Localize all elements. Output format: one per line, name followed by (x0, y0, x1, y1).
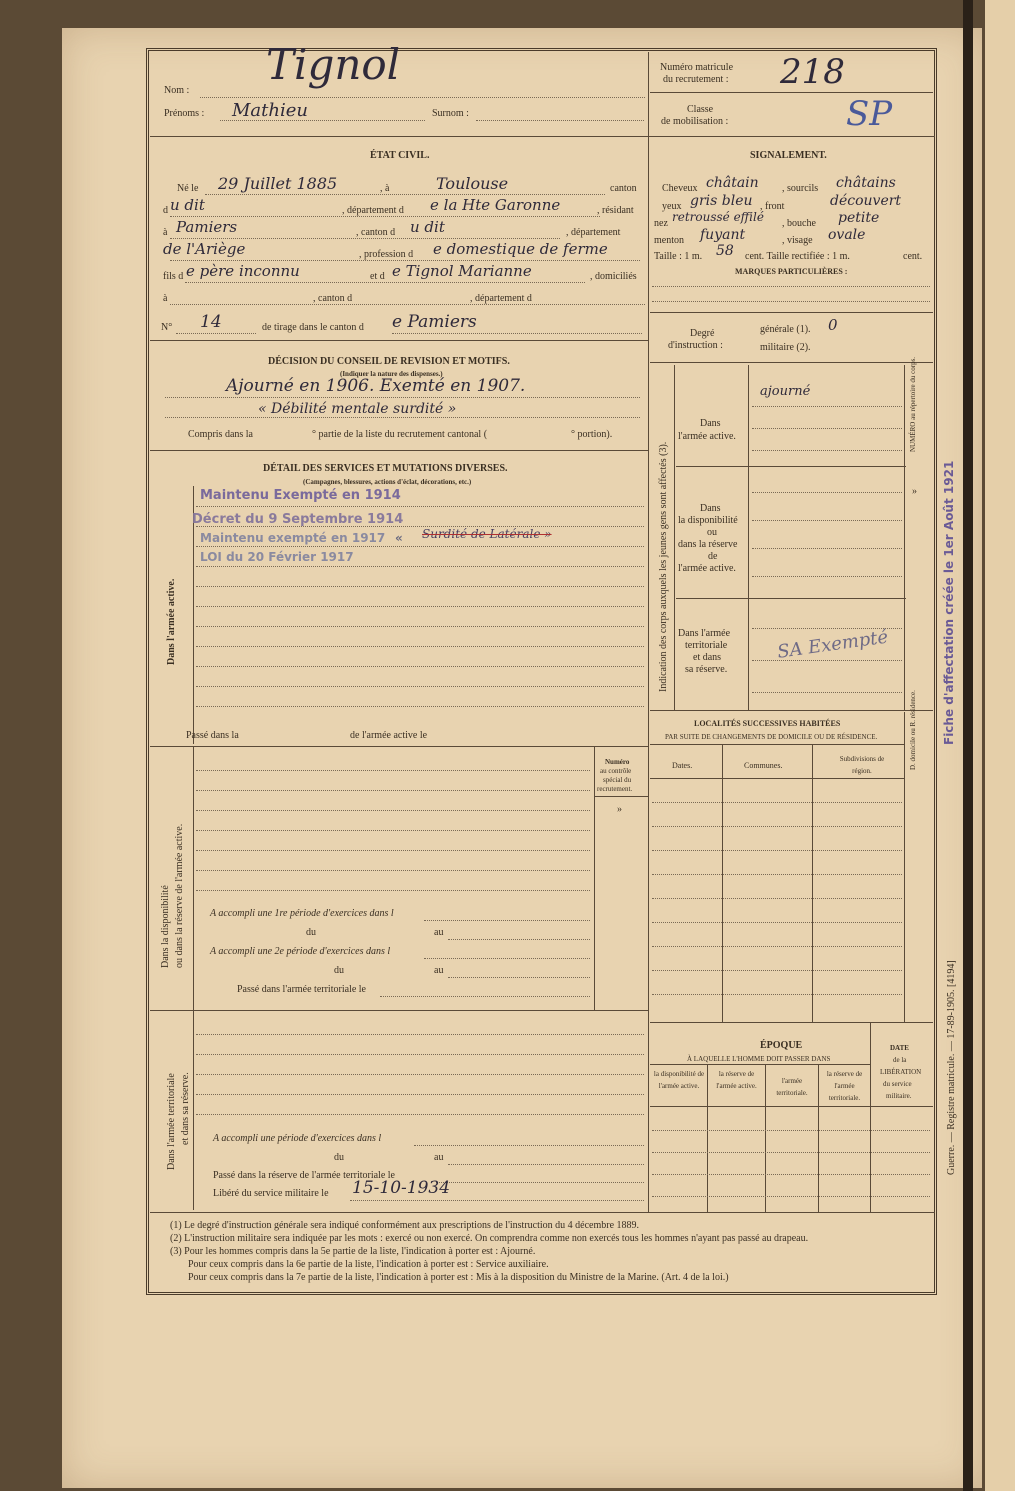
date-title-5: militaire. (886, 1092, 912, 1100)
a3-label: à (163, 293, 168, 304)
header-rule (650, 92, 933, 93)
generale-label: générale (1). (760, 324, 811, 335)
detail-rule-10 (196, 686, 644, 687)
cent-label: cent. (903, 251, 923, 262)
classe-label-2: de mobilisation : (661, 116, 729, 127)
matricule-value: 218 (780, 52, 845, 92)
corps-label-divider (748, 365, 749, 710)
localites-col-communes: Communes. (744, 761, 783, 770)
terr-periode-label: A accompli une période d'exercices dans l (213, 1133, 382, 1144)
active-label-2: l'armée active. (678, 431, 736, 442)
corps-terr-value: SA Exempté (776, 626, 890, 663)
column-divider (648, 52, 649, 1212)
reserve-rule-2 (196, 790, 590, 791)
localites-rule-4 (652, 874, 902, 875)
localites-col-divider-1 (722, 744, 723, 1022)
decision-title: DÉCISION DU CONSEIL DE REVISION ET MOTIFS. (268, 356, 510, 367)
corps-dispo-rule (676, 598, 906, 599)
compris-end: ° portion). (571, 429, 613, 440)
periode2-line (424, 958, 590, 959)
header-bottom-rule (150, 136, 935, 137)
terr-rule-1 (196, 1034, 644, 1035)
periode1-line (424, 920, 590, 921)
decision-line-2: « Débilité mentale surdité » (258, 401, 457, 417)
terr-periode-line (414, 1145, 644, 1146)
corps-bottom-rule (650, 710, 933, 711)
terr-rule-2 (196, 1054, 644, 1055)
tirage-label: de tirage dans le canton d (262, 322, 364, 333)
corps-rule-2 (752, 428, 902, 429)
bouche-label: , bouche (782, 218, 816, 229)
note-4: Pour ceux compris dans la 6e partie de la liste, l'indication à porter est : Service auxiliaire. (188, 1259, 549, 1270)
passe-label: Passé dans la (186, 730, 239, 741)
prenoms-line (220, 120, 425, 121)
detail-rule-8 (196, 646, 644, 647)
localites-header-rule (650, 744, 905, 745)
passe-mid-label: de l'armée active le (350, 730, 428, 741)
departement-value: e la Hte Garonne (430, 196, 561, 214)
canton3-label: , canton d (313, 293, 353, 304)
terr-du-label: du (334, 1152, 344, 1163)
corps-active-rule (676, 466, 906, 467)
stamp-maintenu-1917: Maintenu exempté en 1917 (200, 531, 386, 545)
reserve-rule-7 (196, 890, 590, 891)
terr-rule-4 (196, 1094, 644, 1095)
detail-title: DÉTAIL DES SERVICES ET MUTATIONS DIVERSES. (263, 463, 508, 474)
du1-label: du (306, 927, 316, 938)
canton2-value: u dit (410, 218, 445, 236)
detail-rule-1 (196, 506, 644, 507)
residence-value: Pamiers (176, 218, 238, 236)
reserve-numero-divider (594, 746, 595, 1010)
taille-label: Taille : 1 m. (654, 251, 703, 262)
dispo-label-4: dans la réserve (678, 539, 738, 550)
numero-header-3: spécial du (603, 776, 632, 784)
localites-col-subdivisions: Subdivisions de région. (839, 755, 885, 775)
reserve-side-label-2: ou dans la réserve de l'armée active. (174, 823, 185, 968)
localites-bottom-rule (650, 1022, 933, 1023)
pere-value: e père inconnu (186, 262, 300, 280)
localites-col-dates: Dates. (672, 761, 693, 770)
au1-label: au (434, 927, 444, 938)
menton-value: fuyant (700, 227, 746, 243)
nez-value: retroussé effilé (672, 210, 764, 224)
au2-line (448, 977, 590, 978)
tirage-no-line (176, 333, 256, 334)
signalement-title: SIGNALEMENT. (750, 150, 827, 161)
note-1: (1) Le degré d'instruction générale sera indiqué conformément aux prescriptions de l'instruction du 4 décembre 1889. (170, 1220, 640, 1231)
surnom-label: Surnom : (432, 108, 469, 119)
reserve-rule-5 (196, 850, 590, 851)
terr-rule-3 (196, 1074, 644, 1075)
detail-subtitle: (Campagnes, blessures, actions d'éclat, décorations, etc.) (303, 478, 472, 486)
au1-line (448, 939, 590, 940)
epoque-rule-2 (652, 1152, 930, 1153)
epoque-col-divider-3 (818, 1064, 819, 1212)
birthplace-value: Toulouse (436, 174, 509, 193)
profession-label: , profession d (359, 249, 414, 260)
terr-au-label: au (434, 1152, 444, 1163)
reserve-rule-4 (196, 830, 590, 831)
localites-rule-3 (652, 850, 902, 851)
mere-value: e Tignol Marianne (392, 262, 532, 280)
a2-label: à (163, 227, 168, 238)
etat-civil-title: ÉTAT CIVIL. (370, 150, 430, 161)
terr-label-1: Dans l'armée (678, 628, 731, 639)
terr-label-4: sa réserve. (685, 664, 728, 675)
stamp-decret-1914: Décret du 9 Septembre 1914 (192, 512, 404, 527)
classe-annotation: SP (846, 94, 893, 134)
dispo-label-6: l'armée active. (678, 563, 736, 574)
decision-rule-1 (165, 397, 640, 398)
yeux-label: yeux (662, 201, 682, 212)
localites-rule-9 (652, 994, 902, 995)
du2-label: du (334, 965, 344, 976)
corps-rule-8 (752, 628, 902, 629)
localites-rule-2 (652, 826, 902, 827)
epoque-title: ÉPOQUE (760, 1040, 803, 1051)
dispo-value: » (912, 486, 917, 497)
terr-label-3: et dans (693, 652, 722, 663)
nom-line (200, 97, 645, 98)
stamp-loi-1917: LOI du 20 Février 1917 (200, 550, 354, 564)
decision-subtitle: (Indiquer la nature des dispenses.) (340, 370, 443, 378)
residant-label: , résidant (597, 205, 634, 216)
classe-label: Classe (687, 104, 714, 115)
note-5: Pour ceux compris dans la 7e partie de la liste, l'indication à porter est : Mis à la disposition du Ministre de la Marine. (Art. 4 de la loi.) (188, 1272, 729, 1283)
corps-rule-10 (752, 692, 902, 693)
date-title-2: de la (893, 1056, 907, 1064)
stamp-maintenu-1914: Maintenu Exempté en 1914 (200, 488, 401, 503)
epoque-subtitle: À LAQUELLE L'HOMME DOIT PASSER DANS (687, 1055, 831, 1063)
localites-title: LOCALITÉS SUCCESSIVES HABITÉES (694, 719, 841, 728)
degre-label: Degré (690, 328, 715, 339)
a-label: , à (380, 183, 390, 194)
marques-label: MARQUES PARTICULIÈRES : (735, 267, 848, 276)
d-prefix: d (163, 205, 168, 216)
localites-rule-1 (652, 802, 902, 803)
front-value: découvert (830, 193, 902, 209)
epoque-col-reserve-active: la réserve de l'armée active. (716, 1070, 757, 1090)
corps-side-label: Indication des corps auxquels les jeunes gens sont affectés (3). (658, 441, 669, 692)
stamp-suffix: « (395, 531, 403, 545)
taille-rectifiee-label: cent. Taille rectifiée : 1 m. (745, 251, 850, 262)
compris-mid: ° partie de la liste du recrutement cantonal ( (312, 429, 488, 440)
detail-rule-4 (196, 566, 644, 567)
instruction-bottom-rule (650, 362, 933, 363)
note-2: (2) L'instruction militaire sera indiquée par les mots : exercé ou non exercé. On comprendra comme non exercés tous les hommes n'ayant pas passé au drapeau. (170, 1233, 809, 1244)
visage-value: ovale (828, 227, 866, 243)
ne-le-label: Né le (177, 183, 199, 194)
ne-le-value: 29 Juillet 1885 (218, 174, 338, 193)
libere-label: Libéré du service militaire le (213, 1188, 329, 1199)
canton-value: u dit (170, 196, 205, 214)
sourcils-value: châtains (836, 175, 896, 191)
epoque-rule-1 (652, 1130, 930, 1131)
domicilies-label: , domiciliés (590, 271, 637, 282)
localites-col-rule (650, 778, 905, 779)
epoque-col-reserve-terr: la réserve de l'armée territoriale. (826, 1070, 863, 1102)
militaire-label: militaire (2). (760, 342, 811, 353)
corps-rule-1 (752, 406, 902, 407)
detail-rule-7 (196, 626, 644, 627)
epoque-date-divider (870, 1022, 871, 1212)
passe-reserve-label: Passé dans la réserve de l'armée territoriale le (213, 1170, 395, 1181)
date-title-4: du service (883, 1080, 912, 1088)
libere-line (350, 1200, 644, 1201)
dispo-label-5: de (708, 551, 718, 562)
front-label: , front (760, 201, 785, 212)
detail-rule-3 (196, 546, 644, 547)
reserve-bottom-rule (150, 1010, 648, 1011)
nez-label: nez (654, 218, 668, 229)
detail-rule-5 (196, 586, 644, 587)
degre-label-2: d'instruction : (668, 340, 723, 351)
departement3-label: , département d (470, 293, 532, 304)
localites-subtitle: PAR SUITE DE CHANGEMENTS DE DOMICILE OU DE RÉSIDENCE. (665, 733, 878, 741)
marques-line-1 (652, 286, 930, 287)
numero-header-2: au contrôle (600, 767, 632, 775)
epoque-col-divider-2 (765, 1064, 766, 1212)
epoque-col-rule (650, 1106, 933, 1107)
generale-value: 0 (828, 316, 838, 334)
cheveux-label: Cheveux (662, 183, 698, 194)
yeux-value: gris bleu (690, 193, 753, 209)
reserve-rule-3 (196, 810, 590, 811)
corps-numero-divider (904, 365, 905, 710)
dispo-label-2: la disponibilité (678, 515, 738, 526)
corps-rule-5 (752, 520, 902, 521)
matricule-label-2: du recrutement : (663, 74, 729, 85)
active-label-1: Dans (700, 418, 721, 429)
libere-value: 15-10-1934 (352, 1178, 451, 1198)
compris-label: Compris dans la (188, 429, 253, 440)
epoque-col-territoriale: l'armée territoriale. (776, 1077, 808, 1097)
domicile-line (170, 304, 645, 305)
numero-header-4: recrutement. (597, 785, 633, 793)
departement2-value: de l'Ariège (163, 240, 246, 258)
periode1-label: A accompli une 1re période d'exercices dans l (210, 908, 394, 919)
tirage-canton-line (392, 333, 642, 334)
prenoms-value: Mathieu (232, 100, 308, 121)
localites-rule-5 (652, 898, 902, 899)
localites-col-divider-3 (904, 712, 905, 1022)
terr-side-label-1: Dans l'armée territoriale (166, 1073, 177, 1170)
dispo-label-1: Dans (700, 503, 721, 514)
canton-label: canton (610, 183, 637, 194)
margin-printer: Guerre. — Registre matricule. — 17-89-1905. [4194] (946, 960, 957, 1175)
au2-label: au (434, 965, 444, 976)
departement2-label: , département (566, 227, 621, 238)
bouche-value: petite (838, 210, 880, 226)
epoque-rule-3 (652, 1174, 930, 1175)
localites-rule-6 (652, 922, 902, 923)
struck-handwriting: Surdité de Latérale » (422, 527, 552, 541)
localites-rule-8 (652, 970, 902, 971)
profession-value: e domestique de ferme (433, 240, 608, 258)
tirage-no-label: N° (161, 322, 173, 333)
binding-edge (963, 0, 973, 1491)
detail-rule-2 (196, 526, 644, 527)
nom-label: Nom : (164, 85, 190, 96)
reserve-rule-6 (196, 870, 590, 871)
detail-bottom-rule (150, 746, 648, 747)
date-title-3: LIBÉRATION (880, 1068, 922, 1076)
facing-page-edge (985, 0, 1015, 1491)
dispo-label-3: ou (707, 527, 717, 538)
profession-line (170, 260, 640, 261)
terr-au-line (448, 1164, 644, 1165)
numero-side-label: NUMÉRO au répertoire du corps. (909, 356, 917, 452)
sourcils-label: , sourcils (782, 183, 819, 194)
corps-rule-4 (752, 492, 902, 493)
corps-side-divider (674, 365, 675, 710)
decision-rule-2 (165, 417, 640, 418)
corps-rule-3 (752, 450, 902, 451)
epoque-rule-4 (652, 1196, 930, 1197)
localites-col-divider-2 (812, 744, 813, 1022)
taille-value: 58 (716, 243, 734, 259)
menton-label: menton (654, 235, 684, 246)
detail-rule-6 (196, 606, 644, 607)
decision-line-1: Ajourné en 1906. Exemté en 1907. (226, 376, 526, 396)
ne-le-line (205, 194, 605, 195)
visage-label: , visage (782, 235, 813, 246)
canton-line (170, 216, 600, 217)
etat-civil-bottom-rule (150, 340, 648, 341)
et-label: et d (370, 271, 385, 282)
terr-side-label-2: et dans sa réserve. (180, 1072, 191, 1145)
notes-top-rule (150, 1212, 935, 1213)
corps-rule-9 (752, 660, 902, 661)
tirage-canton-value: e Pamiers (392, 312, 477, 332)
terr-label-2: territoriale (685, 640, 728, 651)
terr-rule-5 (196, 1114, 644, 1115)
nom-value: Tignol (266, 40, 401, 89)
reserve-inner-divider (193, 746, 194, 1010)
signalement-bottom-rule (650, 312, 933, 313)
epoque-header-rule (650, 1064, 870, 1065)
surnom-line (476, 120, 644, 121)
localites-side-label: D. domicile ou R. résidence. (909, 690, 917, 770)
localites-rule-7 (652, 946, 902, 947)
terr-inner-divider (193, 1010, 194, 1210)
epoque-col-divider-1 (707, 1064, 708, 1212)
passe-reserve-line (436, 1182, 644, 1183)
tirage-no-value: 14 (200, 312, 222, 332)
numero-value: » (617, 804, 622, 815)
corps-rule-6 (752, 548, 902, 549)
reserve-rule-1 (196, 770, 590, 771)
detail-side-label: Dans l'armée active. (166, 578, 177, 665)
corps-rule-7 (752, 576, 902, 577)
passe-terr-line (380, 996, 590, 997)
parents-line (185, 282, 585, 283)
periode2-label: A accompli une 2e période d'exercices dans l (210, 946, 391, 957)
note-3: (3) Pour les hommes compris dans la 5e partie de la liste, l'indication à porter est : Ajourné. (170, 1246, 536, 1257)
corps-active-value: ajourné (760, 384, 811, 399)
residence-line (170, 238, 560, 239)
detail-rule-11 (196, 706, 644, 707)
numero-header-1: Numéro (605, 758, 630, 766)
marques-line-2 (652, 301, 930, 302)
numero-header-rule (594, 796, 648, 797)
canton2-label: , canton d (356, 227, 396, 238)
date-title-1: DATE (890, 1044, 909, 1052)
detail-rule-9 (196, 666, 644, 667)
margin-stamp: Fiche d'affectation créée le 1er Août 1921 (942, 460, 956, 745)
fils-label: fils d (163, 271, 184, 282)
decision-bottom-rule (150, 450, 648, 451)
epoque-col-dispo: la disponibilité de l'armée active. (653, 1070, 705, 1090)
matricule-label: Numéro matricule (660, 62, 734, 73)
departement-label: , département d (342, 205, 404, 216)
passe-terr-label: Passé dans l'armée territoriale le (237, 984, 366, 995)
cheveux-value: châtain (706, 175, 759, 191)
reserve-side-label-1: Dans la disponibilité (160, 885, 171, 968)
prenoms-label: Prénoms : (164, 108, 205, 119)
